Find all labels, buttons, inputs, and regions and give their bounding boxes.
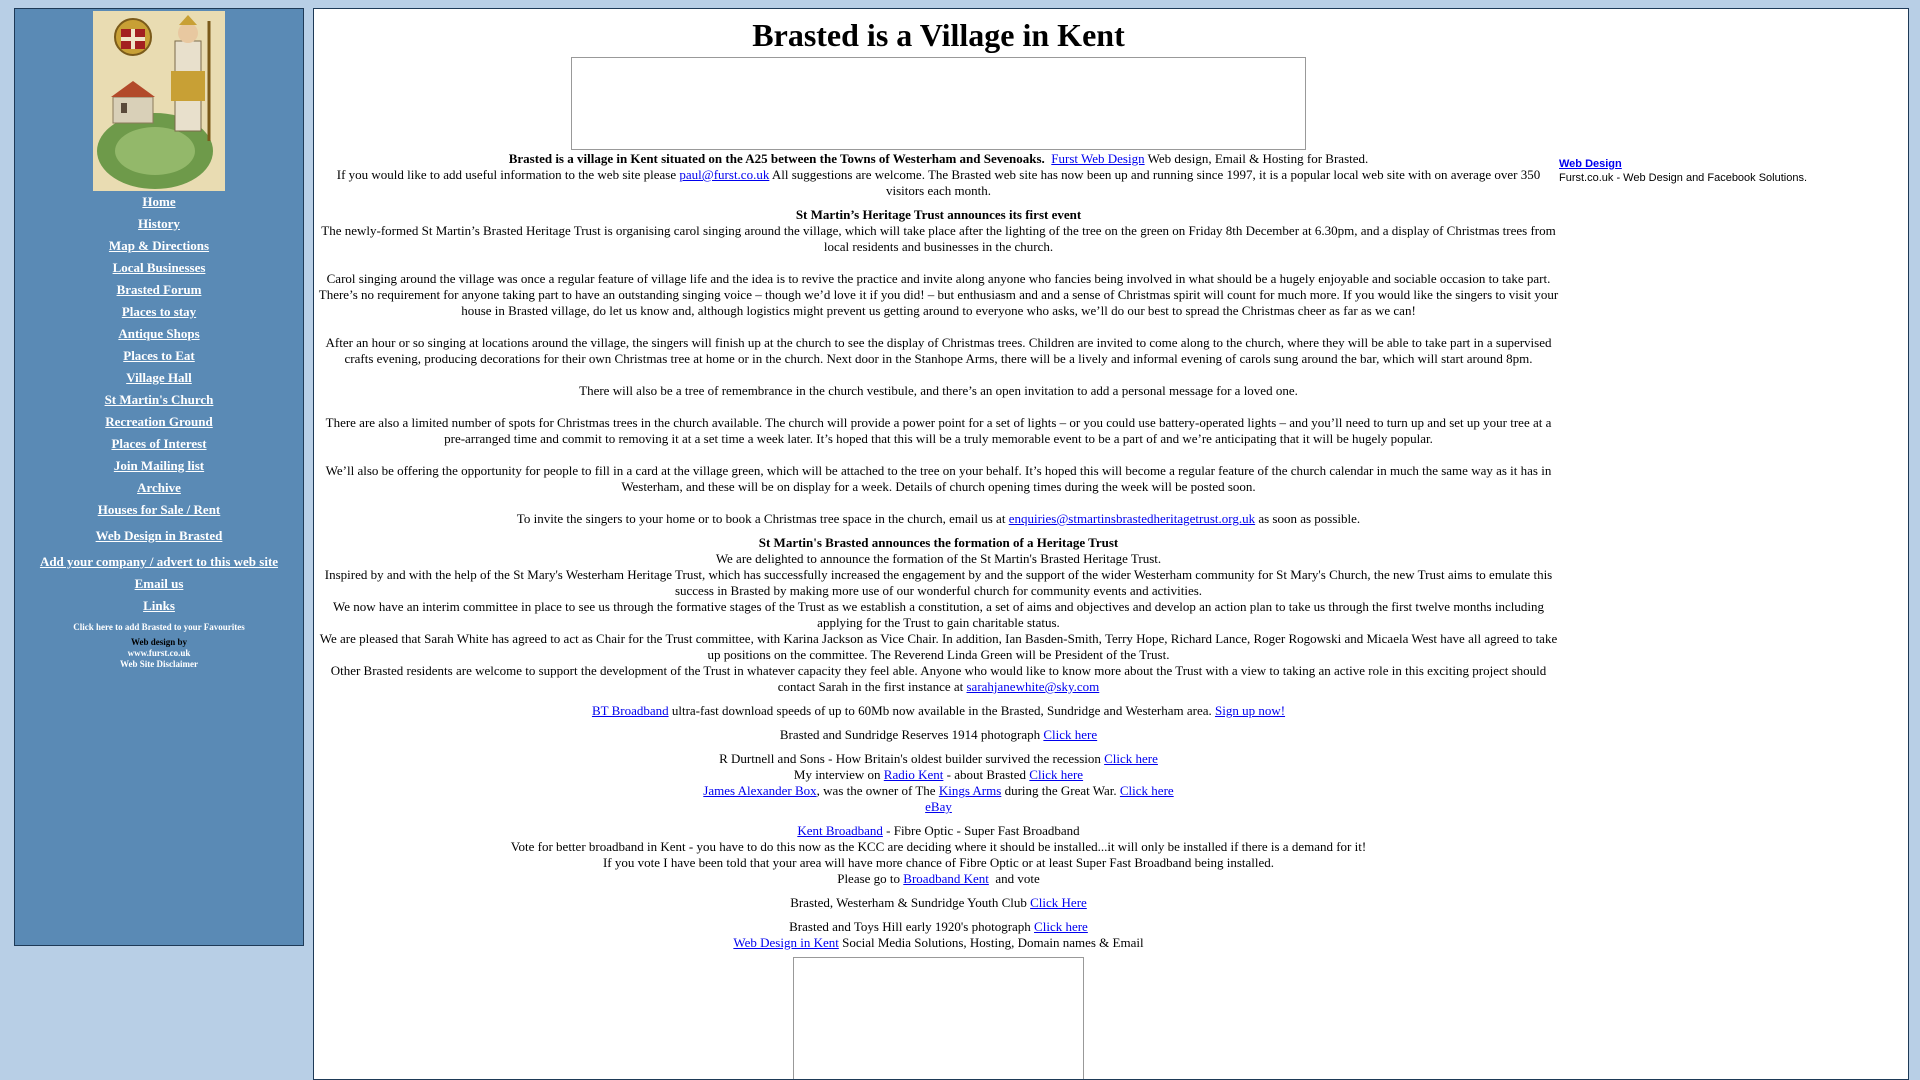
nav-places-of-interest-link[interactable]: Places of Interest (111, 436, 207, 451)
reserves-click-here-link[interactable]: Click here (1043, 727, 1098, 742)
durtnell-text: R Durtnell and Sons - How Britain's oldest builder survived the recession (719, 751, 1101, 766)
disclaimer-link[interactable]: Web Site Disclaimer (120, 659, 198, 669)
sidebar-nav (15, 191, 303, 670)
interview-text: My interview on (793, 767, 881, 782)
james-click-here-link[interactable]: Click here (1119, 783, 1174, 798)
vote-line-3-tail: and vote (995, 871, 1040, 886)
sign-up-link[interactable]: Sign up now! (1214, 703, 1286, 718)
vote-line-3: Please go to (837, 871, 901, 886)
heritage-paragraph-1: The newly-formed St Martin’s Brasted Heritage Trust is organising carol singing around the village, which will take place after the lighting of the tree on the green on Friday 8th December at 6.30pm, and a display of Christmas trees from local residents and businesses in the church. (321, 223, 1556, 254)
nav-local-businesses-link[interactable]: Local Businesses (112, 260, 206, 275)
heritage-paragraph-2: Carol singing around the village was once a regular feature of village life and the idea is to revive the practice and invite along anyone who fancies being involved in what should be a hugely enjoyable and sociable occasion to take part. There’s no requirement for anyone taking part to have an outstanding singing voice – though we’d love it if you did! – but enthusiasm and and a sense of Christmas spirit will count for much more. If you would like the singers to visit your house in Brasted village, do let us know and, although logistics might prevent us getting around to everyone who asks, we’ll do our best to spread the Christmas cheer as far as we can! (318, 271, 1559, 318)
page-title: Brasted is a Village in Kent (752, 17, 1125, 53)
youth-club-click-here-link[interactable]: Click Here (1030, 895, 1087, 910)
nav-forum-link[interactable]: Brasted Forum (116, 282, 202, 297)
interview-click-here-link[interactable]: Click here (1029, 767, 1084, 782)
heritage-paragraph-5: There are also a limited number of spots for Christmas trees in the church available. The church will provide a power point for a set of lights – or you could use battery-operated lights – and you’ll need to turn up and set up your tree at a pre-arranged time and commit to removing it at a set time a week later. It’s hoped that this will be a truly memorable event to be a part of and we’re anticipating that it will be hugely popular. (325, 415, 1552, 446)
main-content (313, 8, 1909, 1080)
james-tail: during the Great War. (1004, 783, 1117, 798)
web-design-by-label: Web design by (130, 637, 188, 647)
nav-email-us-link[interactable]: Email us (134, 576, 184, 591)
toys-hill-click-here-link[interactable]: Click here (1034, 919, 1088, 934)
intro-text: Brasted is a village in Kent situated on the A25 between the Towns of Westerham and Sevenoaks. (508, 151, 1045, 166)
formation-line-5: Other Brasted residents are welcome to support the development of the Trust in whatever capacity they feel able. Anyone who would like to know more about the Trust with a view to taking an active role in this exciting project should contact Sarah in the first instance at (330, 663, 1547, 694)
contact-email-link[interactable]: paul@furst.co.uk (679, 167, 770, 182)
heritage-heading: St Martin’s Heritage Trust announces its first event (795, 207, 1082, 222)
james-text: , was the owner of The (816, 783, 936, 798)
nav-recreation-ground-link[interactable]: Recreation Ground (105, 414, 213, 429)
kent-broadband-text: - Fibre Optic - Super Fast Broadband (886, 823, 1080, 838)
add-info-tail: All suggestions are welcome. The Brasted web site has now been up and running since 1997, it is a popular local web site with on average over 350 visitors each month. (771, 167, 1541, 198)
intro-tail-text: Web design, Email & Hosting for Brasted. (1147, 151, 1369, 166)
sidebar (14, 8, 304, 946)
heritage-paragraph-6: We’ll also be offering the opportunity for people to fill in a card at the village green, which will be attached to the tree on your behalf. It’s hoped this will become a regular feature of the church calendar in much the same way as it has in Westerham, and these will be on display for a week. Details of church opening times during the week will be posted soon. (325, 463, 1552, 494)
web-design-kent-text: Social Media Solutions, Hosting, Domain names & Email (842, 935, 1144, 950)
kings-arms-link[interactable]: Kings Arms (938, 783, 1002, 798)
add-favourites-link[interactable]: Click here to add Brasted to your Favourites (73, 622, 245, 632)
crest-logo-image (93, 11, 225, 191)
right-ad (1559, 157, 1889, 185)
reserves-text: Brasted and Sundridge Reserves 1914 photograph (779, 727, 1041, 742)
formation-line-4: We are pleased that Sarah White has agreed to act as Chair for the Trust committee, with Karina Jackson as Vice Chair. In addition, Ian Basden-Smith, Terry Hope, Richard Lance, Roger Rogowski and Micaela West have all agreed to take up positions on the committee. The Reverend Linda Green will be President of the Trust. (319, 631, 1558, 662)
broadband-kent-link[interactable]: Broadband Kent (903, 871, 989, 886)
heritage-paragraph-4: There will also be a tree of remembrance in the church vestibule, and there’s an open invitation to add a personal message for a loved one. (579, 383, 1298, 398)
nav-mailing-list-link[interactable]: Join Mailing list (113, 458, 205, 473)
heritage-paragraph-3: After an hour or so singing at locations around the village, the singers will finish up at the church to see the display of Christmas trees. Children are invited to come along to the church, where they will be able to take part in a supervised crafts evening, producing decorations for their own Christmas tree at home or in the church. Next door in the Stanhope Arms, there will be a lively and informal evening of carols sung around the bar, which will start around 8pm. (325, 335, 1552, 366)
nav-history-link[interactable]: History (138, 216, 180, 231)
formation-line-2: Inspired by and with the help of the St Mary's Westerham Heritage Trust, which has successfully increased the engagement by and the support of the wider Westerham community for St Mary's Church, the new Trust aims to emulate this success in Brasted by making more use of our wonderful church for community events and activities. (324, 567, 1553, 598)
bottom-ad-box[interactable] (793, 957, 1084, 1080)
invite-tail: as soon as possible. (1258, 511, 1361, 526)
durtnell-click-here-link[interactable]: Click here (1104, 751, 1158, 766)
nav-archive-link[interactable]: Archive (137, 480, 181, 495)
nav-web-design-link[interactable]: Web Design in Brasted (95, 528, 223, 543)
radio-kent-link[interactable]: Radio Kent (883, 767, 944, 782)
nav-places-to-stay-link[interactable]: Places to stay (121, 304, 197, 319)
ebay-link[interactable]: eBay (925, 799, 952, 814)
vote-line-1: Vote for better broadband in Kent - you have to do this now as the KCC are deciding where it should be installed...it will only be installed if there is a demand for it! (510, 839, 1367, 854)
interview-tail: - about Brasted (946, 767, 1027, 782)
nav-village-hall-link[interactable]: Village Hall (126, 370, 192, 385)
kent-broadband-link[interactable]: Kent Broadband (797, 823, 883, 838)
nav-places-to-eat-link[interactable]: Places to Eat (123, 348, 195, 363)
enquiries-email-link[interactable]: enquiries@stmartinsbrastedheritagetrust.org.uk (1008, 511, 1256, 526)
formation-line-3: We now have an interim committee in place to see us through the formative stages of the Trust as we establish a constitution, a set of aims and objectives and develop an action plan to take us through the first twelve months including applying for the Trust to gain charitable status. (333, 599, 1544, 630)
nav-home-link[interactable]: Home (142, 194, 176, 209)
web-design-kent-link[interactable]: Web Design in Kent (733, 935, 839, 950)
furst-url-link[interactable]: www.furst.co.uk (127, 648, 191, 658)
formation-line-1: We are delighted to announce the formation of the St Martin's Brasted Heritage Trust. (715, 551, 1162, 566)
formation-heading: St Martin's Brasted announces the formation of a Heritage Trust (758, 535, 1119, 550)
nav-add-company-link[interactable]: Add your company / advert to this web site (39, 554, 279, 569)
furst-web-design-link[interactable]: Furst Web Design (1051, 151, 1145, 166)
nav-church-link[interactable]: St Martin's Church (104, 392, 214, 407)
vote-line-2: If you vote I have been told that your area will have more chance of Fibre Optic or at least Super Fast Broadband being installed. (602, 855, 1275, 870)
top-ad-banner[interactable] (571, 57, 1306, 150)
bt-broadband-link[interactable]: BT Broadband (591, 703, 669, 718)
add-info-text: If you would like to add useful information to the web site please (336, 167, 677, 182)
bt-text: ultra-fast download speeds of up to 60Mb now available in the Brasted, Sundridge and Westerham area. (671, 703, 1212, 718)
youth-club-text: Brasted, Westerham & Sundridge Youth Club (790, 895, 1027, 910)
nav-antique-shops-link[interactable]: Antique Shops (118, 326, 200, 341)
nav-map-link[interactable]: Map & Directions (108, 238, 210, 253)
nav-houses-link[interactable]: Houses for Sale / Rent (97, 502, 221, 517)
invite-text: To invite the singers to your home or to book a Christmas tree space in the church, email us at (516, 511, 1006, 526)
toys-hill-text: Brasted and Toys Hill early 1920's photograph (789, 919, 1031, 934)
right-ad-web-design-link[interactable]: Web Design (1559, 158, 1622, 170)
james-box-link[interactable]: James Alexander Box (703, 783, 817, 798)
nav-links-link[interactable]: Links (143, 598, 175, 613)
sarah-email-link[interactable]: sarahjanewhite@sky.com (966, 679, 1100, 694)
right-ad-text: Furst.co.uk - Web Design and Facebook Solutions. (1559, 172, 1808, 184)
